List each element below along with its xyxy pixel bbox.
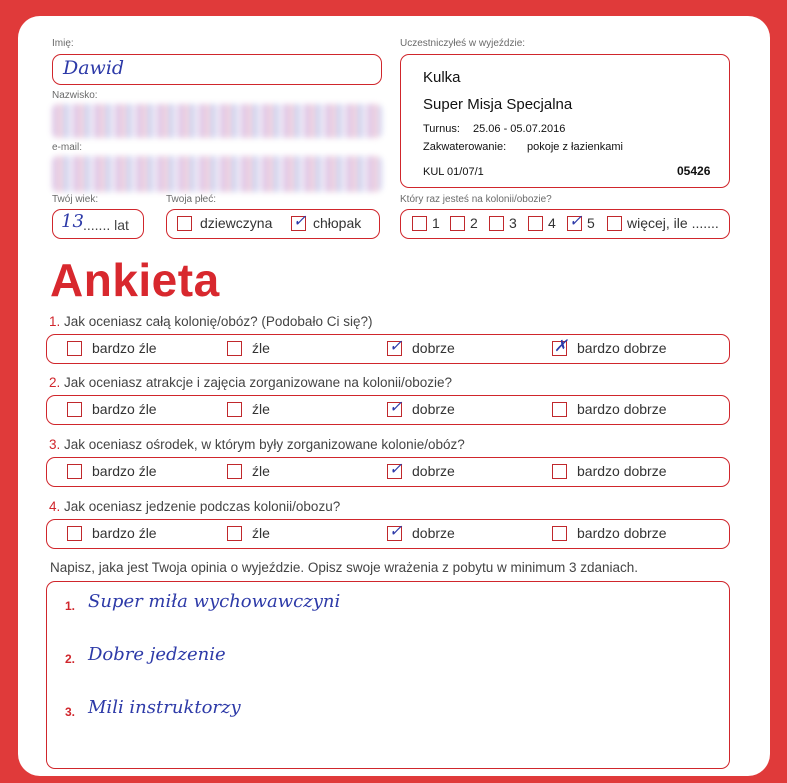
answer-checkbox[interactable] [67,402,82,417]
check-mark-icon: ✓ [389,338,403,355]
answer-checkbox[interactable] [67,464,82,479]
question-1-answers [46,334,730,364]
check-mark-icon: ✗ [554,338,568,355]
check-mark-icon: ✓ [293,213,307,230]
times-3-checkbox[interactable] [489,216,504,231]
age-suffix: ....... lat [83,217,129,233]
question-4-answers [46,519,730,549]
answer-checkbox[interactable] [227,402,242,417]
question-text: Jak oceniasz całą kolonię/obóz? (Podobało Ci się?) [64,314,373,329]
question-text: Jak oceniasz ośrodek, w którym były zorganizowane kolonie/obóz? [64,437,465,452]
times-4-checkbox[interactable] [528,216,543,231]
answer-label: bardzo źle [92,340,157,356]
answer-label: bardzo dobrze [577,463,667,479]
times-5-checkbox[interactable] [567,213,583,231]
name-value: Dawid [63,57,125,79]
opinion-1-text: Super miła wychowawczyni [88,591,341,612]
answer-label: bardzo źle [92,401,157,417]
question-number: 3. [49,437,61,452]
answer-checkbox[interactable] [387,461,403,479]
opinion-3-text: Mili instruktorzy [88,697,241,718]
question-2-answers [46,395,730,425]
gender-boy-checkbox[interactable] [291,213,307,231]
opinion-2-number: 2. [65,652,76,666]
answer-label: źle [252,340,270,356]
accommodation-value: pokoje z łazienkami [527,141,623,153]
trip-box [400,54,730,188]
answer-label: bardzo źle [92,463,157,479]
answer-checkbox[interactable] [227,526,242,541]
answer-label: źle [252,401,270,417]
answer-checkbox[interactable] [387,523,403,541]
question-3-label [49,437,465,452]
email-label: e-mail: [52,142,83,153]
name-field[interactable] [52,54,382,85]
answer-checkbox[interactable] [552,402,567,417]
answer-label: dobrze [412,463,455,479]
answer-checkbox[interactable] [552,464,567,479]
question-3-answers [46,457,730,487]
times-1-checkbox[interactable] [412,216,427,231]
answer-checkbox[interactable] [552,526,567,541]
times-label: Który raz jesteś na kolonii/obozie? [400,194,552,205]
answer-checkbox[interactable] [387,399,403,417]
answer-label: bardzo dobrze [577,340,667,356]
answer-label: bardzo dobrze [577,525,667,541]
opinion-1-number: 1. [65,599,76,613]
surname-label: Nazwisko: [52,90,98,101]
age-value: 13 [61,211,84,232]
question-2-label [49,375,452,390]
answer-label: bardzo źle [92,525,157,541]
trip-name: Kulka [423,69,461,86]
opinion-2-text: Dobre jedzenie [88,644,226,665]
times-5-label: 5 [587,215,595,231]
gender-label: Twoja płeć: [166,194,217,205]
times-more-label: więcej, ile ....... [627,215,719,231]
gender-girl-label: dziewczyna [200,215,273,231]
answer-checkbox[interactable] [67,341,82,356]
answer-checkbox[interactable] [552,338,568,356]
answer-label: źle [252,525,270,541]
question-number: 4. [49,499,61,514]
question-text: Jak oceniasz atrakcje i zajęcia zorganizowane na kolonii/obozie? [64,375,453,390]
opinion-prompt: Napisz, jaka jest Twoja opinia o wyjeździe. Opisz swoje wrażenia z pobytu w minimum 3 zdaniach. [50,560,639,575]
answer-label: źle [252,463,270,479]
times-4-label: 4 [548,215,556,231]
answer-label: dobrze [412,525,455,541]
gender-group [166,209,380,239]
answer-label: dobrze [412,401,455,417]
question-text: Jak oceniasz jedzenie podczas kolonii/obozu? [64,499,341,514]
age-label: Twój wiek: [52,194,99,205]
turnus-label: Turnus: [423,123,460,135]
question-4-label [49,499,340,514]
question-number: 2. [49,375,61,390]
trip-label: Uczestniczyłeś w wyjeździe: [400,38,526,49]
times-more-checkbox[interactable] [607,216,622,231]
email-redacted [52,156,382,192]
answer-checkbox[interactable] [67,526,82,541]
times-group [400,209,730,239]
answer-checkbox[interactable] [387,338,403,356]
turnus-value: 25.06 - 05.07.2016 [473,123,566,135]
times-1-label: 1 [432,215,440,231]
check-mark-icon: ✓ [569,213,583,230]
gender-girl-checkbox[interactable] [177,216,192,231]
age-field[interactable] [52,209,144,239]
times-3-label: 3 [509,215,517,231]
answer-checkbox[interactable] [227,341,242,356]
survey-title: Ankieta [50,254,220,306]
opinion-3-number: 3. [65,705,76,719]
times-2-checkbox[interactable] [450,216,465,231]
gender-boy-label: chłopak [313,215,362,231]
answer-label: dobrze [412,340,455,356]
check-mark-icon: ✓ [389,523,403,540]
times-2-label: 2 [470,215,478,231]
question-number: 1. [49,314,61,329]
answer-checkbox[interactable] [227,464,242,479]
accommodation-label: Zakwaterowanie: [423,141,507,153]
trip-number: 05426 [677,164,711,178]
question-1-label [49,314,372,329]
name-label: Imię: [52,38,74,49]
trip-program: Super Misja Specjalna [423,96,573,113]
surname-redacted [52,104,382,138]
answer-label: bardzo dobrze [577,401,667,417]
check-mark-icon: ✓ [389,461,403,478]
survey-sheet [18,16,770,776]
check-mark-icon: ✓ [389,399,403,416]
trip-code: KUL 01/07/1 [423,166,484,178]
